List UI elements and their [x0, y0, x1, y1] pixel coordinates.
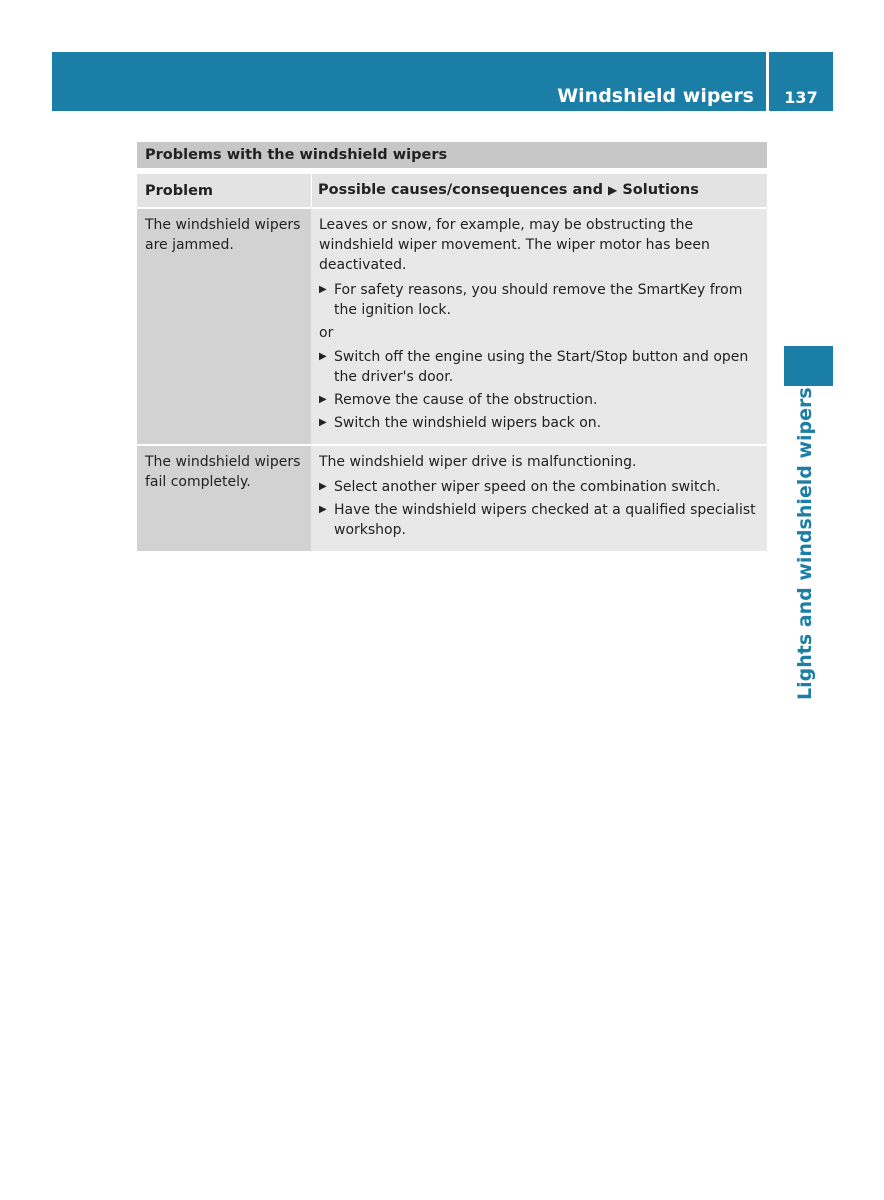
problem-cell: The windshield wipers fail completely. — [137, 446, 311, 551]
table-row — [137, 444, 767, 551]
cause-text: Leaves or snow, for example, may be obstructing the windshield wiper movement. The wiper motor has been deactivated. — [319, 217, 710, 273]
chapter-tab-marker — [784, 346, 833, 386]
problems-table — [137, 142, 767, 551]
chapter-tab-label: Lights and windshield wipers — [794, 387, 816, 700]
column-header-solutions-suffix: Solutions — [622, 182, 699, 198]
step-text: Switch the windshield wipers back on. — [334, 415, 602, 431]
page-title: Windshield wipers — [557, 85, 754, 107]
page-number-box — [769, 52, 833, 111]
step-item — [319, 390, 759, 410]
step-item — [319, 477, 759, 497]
column-header-solutions-prefix: Possible causes/consequences and — [318, 182, 603, 198]
or-separator: or — [319, 325, 334, 341]
table-header-row — [137, 174, 767, 207]
step-item — [319, 347, 759, 387]
table-row — [137, 207, 767, 444]
step-text: Remove the cause of the obstruction. — [334, 392, 598, 408]
step-item — [319, 280, 759, 320]
triangle-right-icon: ▶ — [319, 284, 327, 295]
page-number: 137 — [784, 88, 818, 107]
solutions-cell — [311, 209, 767, 444]
solutions-cell — [311, 446, 767, 551]
table-title: Problems with the windshield wipers — [137, 142, 767, 168]
problem-cell: The windshield wipers are jammed. — [137, 209, 311, 444]
step-text: Have the windshield wipers checked at a qualified specialist workshop. — [334, 502, 756, 538]
step-text: Select another wiper speed on the combination switch. — [334, 479, 721, 495]
triangle-right-icon: ▶ — [319, 481, 327, 492]
step-text: For safety reasons, you should remove the SmartKey from the ignition lock. — [334, 282, 743, 318]
column-header-solutions — [311, 174, 767, 207]
column-header-problem: Problem — [145, 182, 214, 199]
header-bar — [52, 52, 766, 111]
step-item — [319, 500, 759, 540]
triangle-right-icon: ▶ — [319, 504, 327, 515]
cause-text: The windshield wiper drive is malfunctioning. — [319, 454, 637, 470]
triangle-right-icon: ▶ — [319, 394, 327, 405]
triangle-right-icon: ▶ — [608, 183, 618, 197]
step-item — [319, 413, 759, 433]
triangle-right-icon: ▶ — [319, 417, 327, 428]
step-text: Switch off the engine using the Start/Stop button and open the driver's door. — [334, 349, 749, 385]
triangle-right-icon: ▶ — [319, 351, 327, 362]
